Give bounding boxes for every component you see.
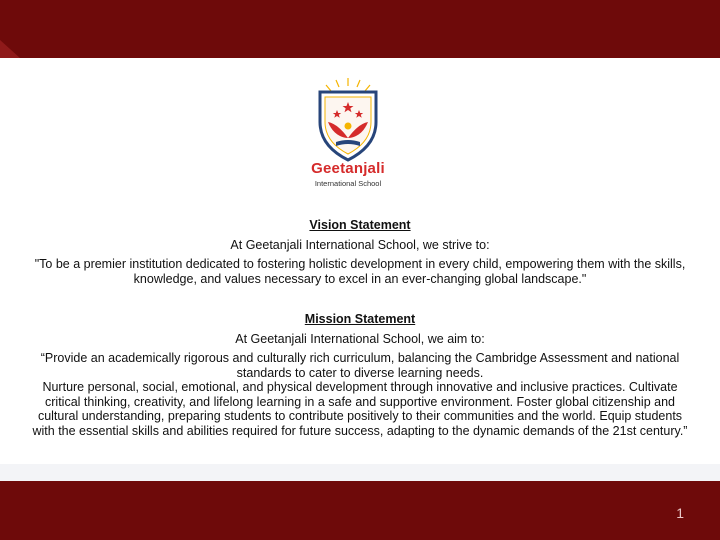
vision-heading: Vision Statement: [309, 218, 411, 232]
bottom-banner: [0, 481, 720, 540]
section-spacer: [30, 286, 690, 312]
mission-text-line1: “Provide an academically rigorous and culturally rich curriculum, balancing the Cambridge Assessment and national standards to cater to diverse learning needs.: [40, 351, 680, 380]
mission-intro: At Geetanjali International School, we aim to:: [235, 331, 485, 346]
top-banner: [0, 0, 720, 58]
mission-text-line2: Nurture personal, social, emotional, and physical development through innovative and inclusive practices. Cultivate critical thinking, creativity, and lifelong learning in a safe and supportive environment. Foster global citizenship and cultural understanding, preparing students to contribute positively to their communities and the world. Equip students with the essential skills and abilities required for future success, adapting to the dynamic demands of the 21st century.”: [32, 380, 688, 438]
shield-crest-icon: [310, 76, 386, 166]
school-subtitle: International School: [314, 179, 382, 188]
banner-accent: [0, 40, 20, 58]
vision-intro: At Geetanjali International School, we strive to:: [230, 237, 490, 252]
statements-section: [30, 218, 690, 438]
mission-heading: Mission Statement: [304, 312, 416, 326]
vision-text: "To be a premier institution dedicated to fostering holistic development in every child, empowering them with the skills, knowledge, and values necessary to excel in an ever-changing global landscape.": [34, 257, 686, 286]
page-number: 1: [676, 505, 684, 521]
footer-divider: [0, 464, 720, 481]
school-name: Geetanjali: [311, 160, 385, 177]
